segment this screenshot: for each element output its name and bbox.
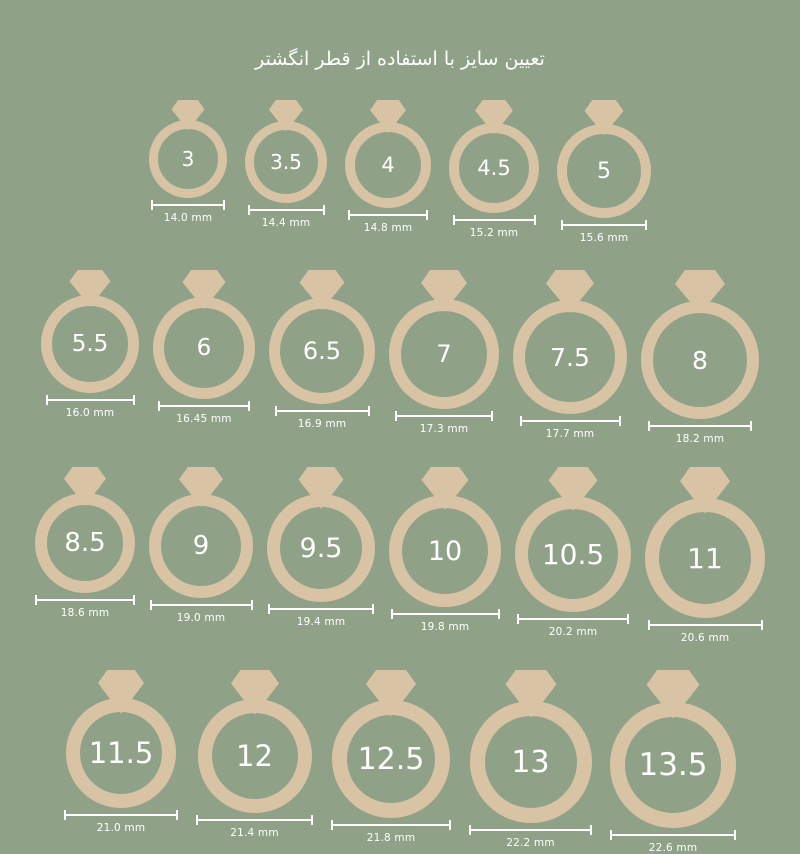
ring-size-cell[interactable] — [196, 670, 313, 839]
measure-line — [348, 214, 428, 216]
diameter-value: 15.6 mm — [579, 232, 629, 244]
diameter-value: 22.6 mm — [648, 842, 698, 854]
ring-shape — [66, 670, 176, 808]
diameter-measure — [610, 830, 736, 854]
ring-size-label: 3 — [181, 147, 195, 171]
measure-line — [331, 824, 451, 826]
diameter-value: 18.6 mm — [60, 607, 110, 619]
ring-size-label: 10.5 — [541, 537, 605, 571]
diameter-value: 16.45 mm — [176, 413, 232, 425]
measure-cap-left — [348, 210, 350, 220]
measure-line — [196, 819, 313, 821]
ring-size-label: 3.5 — [270, 150, 302, 174]
ring-illustration — [198, 670, 312, 813]
measure-cap-left — [268, 604, 270, 614]
ring-size-label: 10 — [427, 535, 463, 567]
ring-illustration — [269, 270, 375, 404]
ring-shape — [345, 100, 431, 208]
ring-illustration — [41, 270, 139, 393]
ring-band — [522, 503, 625, 606]
ring-band — [47, 301, 134, 388]
ring-illustration — [345, 100, 431, 208]
measure-line — [391, 613, 500, 615]
measure-line — [561, 224, 647, 226]
measure-line — [248, 209, 325, 211]
measure-cap-left — [648, 421, 650, 431]
ring-size-cell[interactable] — [389, 467, 501, 633]
ring-shape — [389, 270, 499, 409]
measure-cap-left — [610, 830, 612, 840]
diameter-value: 17.3 mm — [419, 423, 469, 435]
measure-line — [648, 425, 752, 427]
measure-cap-left — [520, 416, 522, 426]
ring-illustration — [153, 270, 255, 399]
ring-size-cell[interactable] — [331, 670, 451, 844]
ring-shape — [610, 670, 736, 828]
measure-cap-left — [150, 600, 152, 610]
measure-line — [64, 814, 178, 816]
measure-cap-right — [590, 825, 592, 835]
measure-cap-right — [491, 411, 493, 421]
measure-bar — [520, 416, 621, 425]
ring-size-label: 11.5 — [88, 736, 154, 770]
ring-band — [159, 303, 250, 394]
measure-line — [151, 204, 225, 206]
measure-cap-left — [35, 595, 37, 605]
diameter-measure — [517, 614, 629, 638]
measure-cap-right — [750, 421, 752, 431]
measure-cap-right — [534, 215, 536, 225]
ring-size-label: 6.5 — [302, 337, 342, 365]
measure-cap-left — [248, 205, 250, 215]
ring-shape — [470, 670, 592, 823]
diameter-measure — [151, 200, 225, 224]
diameter-value: 14.4 mm — [261, 217, 311, 229]
ring-size-cell[interactable] — [345, 100, 431, 234]
ring-band — [618, 710, 729, 821]
measure-line — [517, 618, 629, 620]
measure-bar — [517, 614, 629, 623]
measure-cap-left — [196, 815, 198, 825]
diameter-measure — [150, 600, 253, 624]
measure-cap-right — [251, 600, 253, 610]
ring-band — [350, 127, 426, 203]
ring-size-label: 6 — [196, 335, 212, 361]
ring-band — [340, 708, 443, 811]
diameter-value: 16.0 mm — [65, 407, 115, 419]
ring-band — [250, 126, 323, 199]
ring-size-cell[interactable] — [149, 467, 253, 624]
ring-illustration — [149, 467, 253, 598]
ring-illustration — [449, 100, 539, 213]
ring-illustration — [557, 100, 651, 218]
ring-size-cell[interactable] — [645, 467, 765, 644]
ring-size-label: 13 — [511, 744, 550, 780]
diameter-measure — [348, 210, 428, 234]
measure-line — [268, 608, 374, 610]
ring-size-cell[interactable] — [641, 270, 759, 445]
measure-cap-right — [761, 620, 763, 630]
diameter-measure — [561, 220, 647, 244]
measure-cap-left — [331, 820, 333, 830]
measure-bar — [561, 220, 647, 229]
ring-shape — [389, 467, 501, 607]
measure-cap-right — [645, 220, 647, 230]
ring-shape — [513, 270, 627, 414]
ring-illustration — [389, 467, 501, 607]
measure-bar — [158, 401, 250, 410]
ring-size-cell[interactable] — [267, 467, 375, 628]
ring-band — [274, 501, 369, 596]
ring-band — [73, 705, 169, 801]
diameter-measure — [648, 620, 763, 644]
measure-bar — [469, 825, 592, 834]
ring-size-cell[interactable] — [515, 467, 631, 638]
ring-shape — [41, 270, 139, 393]
ring-illustration — [267, 467, 375, 602]
diameter-measure — [275, 406, 370, 430]
ring-shape — [35, 467, 135, 593]
ring-size-cell[interactable] — [64, 670, 178, 834]
ring-band — [154, 125, 223, 194]
ring-band — [396, 502, 495, 601]
diameter-value: 16.9 mm — [297, 418, 347, 430]
ring-grid — [0, 100, 800, 854]
measure-bar — [275, 406, 370, 415]
diameter-measure — [648, 421, 752, 445]
ring-size-label: 12.5 — [357, 741, 425, 777]
ring-illustration — [470, 670, 592, 823]
ring-band — [647, 307, 753, 413]
measure-cap-left — [151, 200, 153, 210]
diameter-value: 22.2 mm — [506, 837, 555, 849]
measure-bar — [348, 210, 428, 219]
ring-size-cell[interactable] — [245, 100, 327, 229]
measure-line — [520, 420, 621, 422]
ring-shape — [557, 100, 651, 218]
measure-bar — [151, 200, 225, 209]
ring-shape — [245, 100, 327, 203]
measure-line — [158, 405, 250, 407]
ring-shape — [645, 467, 765, 618]
diameter-value: 17.7 mm — [545, 428, 595, 440]
ring-size-cell[interactable] — [149, 100, 227, 224]
ring-size-cell[interactable] — [557, 100, 651, 244]
ring-size-cell[interactable] — [449, 100, 539, 239]
diameter-measure — [64, 810, 178, 834]
measure-cap-left — [158, 401, 160, 411]
measure-bar — [453, 215, 536, 224]
measure-cap-right — [368, 406, 370, 416]
measure-cap-right — [248, 401, 250, 411]
diameter-value: 21.8 mm — [366, 832, 416, 844]
measure-cap-right — [627, 614, 629, 624]
measure-cap-left — [46, 395, 48, 405]
measure-line — [395, 415, 493, 417]
measure-bar — [64, 810, 178, 819]
measure-cap-left — [395, 411, 397, 421]
diameter-value: 19.4 mm — [296, 616, 346, 628]
ring-size-label: 4 — [381, 153, 395, 177]
ring-illustration — [389, 270, 499, 409]
diameter-value: 19.0 mm — [176, 612, 226, 624]
ring-size-label: 9.5 — [299, 532, 343, 564]
measure-line — [469, 829, 592, 831]
ring-size-label: 8.5 — [64, 528, 106, 558]
measure-line — [35, 599, 135, 601]
diameter-measure — [391, 609, 500, 633]
diameter-value: 15.2 mm — [469, 227, 519, 239]
page-title: تعیین سایز با استفاده از قطر انگشتر — [255, 48, 545, 70]
diameter-value: 21.4 mm — [230, 827, 279, 839]
diameter-measure — [158, 401, 250, 425]
ring-size-cell[interactable] — [513, 270, 627, 440]
ring-row — [0, 270, 800, 445]
ring-size-label: 9 — [192, 531, 210, 561]
measure-line — [453, 219, 536, 221]
diameter-value: 20.2 mm — [548, 626, 598, 638]
ring-band — [562, 129, 646, 213]
measure-bar — [150, 600, 253, 609]
ring-size-cell[interactable] — [469, 670, 592, 849]
ring-illustration — [610, 670, 736, 828]
diameter-measure — [395, 411, 493, 435]
ring-shape — [641, 270, 759, 419]
ring-illustration — [66, 670, 176, 808]
measure-cap-right — [323, 205, 325, 215]
measure-bar — [648, 421, 752, 430]
measure-cap-right — [311, 815, 313, 825]
ring-size-cell[interactable] — [153, 270, 255, 425]
ring-size-cell[interactable] — [269, 270, 375, 430]
diameter-measure — [35, 595, 135, 619]
measure-cap-left — [561, 220, 563, 230]
diameter-measure — [46, 395, 135, 419]
ring-size-label: 7.5 — [550, 342, 590, 372]
ring-band — [519, 306, 621, 408]
ring-size-cell[interactable] — [41, 270, 139, 419]
measure-cap-right — [619, 416, 621, 426]
diameter-measure — [196, 815, 313, 839]
ring-band — [205, 706, 305, 806]
ring-size-label: 8 — [692, 345, 708, 375]
measure-bar — [648, 620, 763, 629]
diameter-measure — [520, 416, 621, 440]
ring-size-label: 12 — [236, 739, 273, 773]
measure-cap-left — [64, 810, 66, 820]
ring-illustration — [641, 270, 759, 419]
measure-line — [610, 834, 736, 836]
measure-cap-right — [449, 820, 451, 830]
ring-band — [652, 505, 758, 611]
measure-bar — [610, 830, 736, 839]
ring-shape — [515, 467, 631, 612]
measure-cap-right — [133, 595, 135, 605]
ring-shape — [269, 270, 375, 404]
ring-size-label: 13.5 — [638, 747, 708, 783]
ring-row — [0, 100, 800, 244]
diameter-value: 19.8 mm — [420, 621, 470, 633]
ring-illustration — [149, 100, 227, 198]
ring-size-cell[interactable] — [610, 670, 736, 854]
ring-illustration — [245, 100, 327, 203]
ring-row — [0, 467, 800, 644]
measure-line — [46, 399, 135, 401]
ring-size-label: 11 — [687, 541, 723, 575]
measure-bar — [35, 595, 135, 604]
diameter-value: 21.0 mm — [96, 822, 146, 834]
measure-cap-left — [469, 825, 471, 835]
measure-cap-right — [372, 604, 374, 614]
measure-bar — [248, 205, 325, 214]
measure-cap-left — [517, 614, 519, 624]
ring-size-label: 5.5 — [71, 331, 109, 357]
diameter-measure — [248, 205, 325, 229]
measure-cap-right — [133, 395, 135, 405]
measure-bar — [46, 395, 135, 404]
ring-illustration — [332, 670, 450, 818]
ring-illustration — [645, 467, 765, 618]
ring-shape — [449, 100, 539, 213]
measure-cap-left — [453, 215, 455, 225]
diameter-measure — [268, 604, 374, 628]
measure-bar — [268, 604, 374, 613]
diameter-measure — [453, 215, 536, 239]
diameter-measure — [331, 820, 451, 844]
diameter-value: 14.0 mm — [163, 212, 213, 224]
ring-size-label: 4.5 — [477, 156, 511, 180]
ring-band — [41, 499, 129, 587]
ring-shape — [267, 467, 375, 602]
ring-illustration — [35, 467, 135, 593]
measure-line — [150, 604, 253, 606]
ring-shape — [149, 467, 253, 598]
ring-band — [275, 304, 370, 399]
ring-band — [454, 128, 534, 208]
measure-bar — [331, 820, 451, 829]
measure-bar — [395, 411, 493, 420]
measure-cap-right — [426, 210, 428, 220]
measure-bar — [391, 609, 500, 618]
ring-row — [0, 670, 800, 854]
measure-cap-right — [734, 830, 736, 840]
measure-cap-left — [391, 609, 393, 619]
diameter-measure — [469, 825, 592, 849]
ring-shape — [198, 670, 312, 813]
diameter-value: 20.6 mm — [680, 632, 730, 644]
measure-bar — [196, 815, 313, 824]
ring-size-cell[interactable] — [35, 467, 135, 619]
measure-cap-left — [648, 620, 650, 630]
ring-illustration — [515, 467, 631, 612]
ring-band — [395, 305, 493, 403]
ring-size-label: 7 — [436, 340, 452, 368]
measure-cap-right — [498, 609, 500, 619]
measure-cap-right — [223, 200, 225, 210]
measure-line — [275, 410, 370, 412]
diameter-value: 14.8 mm — [363, 222, 413, 234]
ring-illustration — [513, 270, 627, 414]
ring-shape — [149, 100, 227, 198]
measure-cap-right — [176, 810, 178, 820]
measure-cap-left — [275, 406, 277, 416]
ring-shape — [153, 270, 255, 399]
ring-size-label: 5 — [597, 158, 611, 184]
measure-line — [648, 624, 763, 626]
ring-band — [477, 709, 584, 816]
diameter-value: 18.2 mm — [675, 433, 725, 445]
ring-size-cell[interactable] — [389, 270, 499, 435]
ring-band — [155, 500, 247, 592]
ring-shape — [332, 670, 450, 818]
